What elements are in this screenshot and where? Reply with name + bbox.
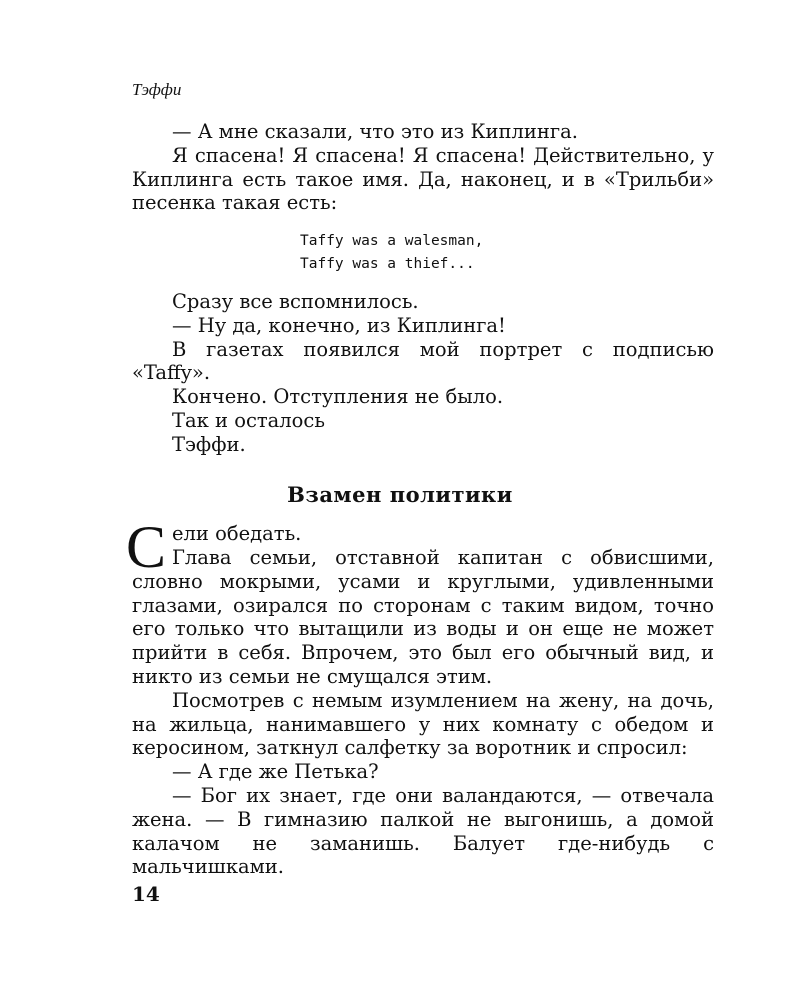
text-block-3: [132, 546, 714, 879]
text-block-1: [132, 120, 714, 215]
chapter-heading: Взамен политики: [287, 482, 513, 507]
paragraph: — А мне сказали, что это из Киплинга.: [172, 120, 578, 143]
paragraph: Глава семьи, отставной капитан с обвисшими, словно мокрыми, усами и круглыми, удивленными глазами, озирался по сторонам с таким видом, точно его только что вытащили из воды и он еще не может прийти в себя. Впрочем, это был его обычный вид, и никто из семьи не смущался этим.: [132, 546, 714, 688]
paragraph: Я спасена! Я спасена! Я спасена! Действительно, у Киплинга есть такое имя. Да, наконец, и в «Трильби» песенка такая есть:: [132, 143, 714, 215]
paragraph: ели обедать.: [172, 522, 302, 545]
paragraph: Посмотрев с немым изумлением на жену, на дочь, на жильца, нанимавшего у них комнату с обедом и керосином, заткнул салфетку за воротник и спросил:: [132, 688, 714, 760]
paragraph: — А где же Петька?: [172, 760, 379, 784]
text-block-2: [132, 290, 714, 457]
paragraph: Так и осталось: [172, 408, 325, 432]
paragraph: — Бог их знает, где они валандаются, — отвечала жена. — В гимназию палкой не выгонишь, а домой калачом не заманишь. Балует где-нибудь с мальчишками.: [132, 783, 714, 879]
running-head: Тэффи: [132, 80, 182, 99]
intro-line: [172, 522, 714, 546]
epigraph-poem: [300, 230, 483, 276]
poem-line: Taffy was a walesman,: [300, 233, 484, 249]
poem-line: Taffy was a thief...: [300, 256, 475, 272]
paragraph: — Ну да, конечно, из Киплинга!: [172, 313, 506, 337]
paragraph: Сразу все вспомнилось.: [172, 290, 419, 313]
paragraph: Кончено. Отступления не было.: [172, 385, 504, 409]
paragraph: В газетах появился мой портрет с подписью «Taffy».: [132, 337, 714, 385]
page-number: 14: [132, 882, 160, 906]
paragraph: Тэффи.: [172, 432, 246, 456]
drop-cap: С: [126, 514, 167, 580]
